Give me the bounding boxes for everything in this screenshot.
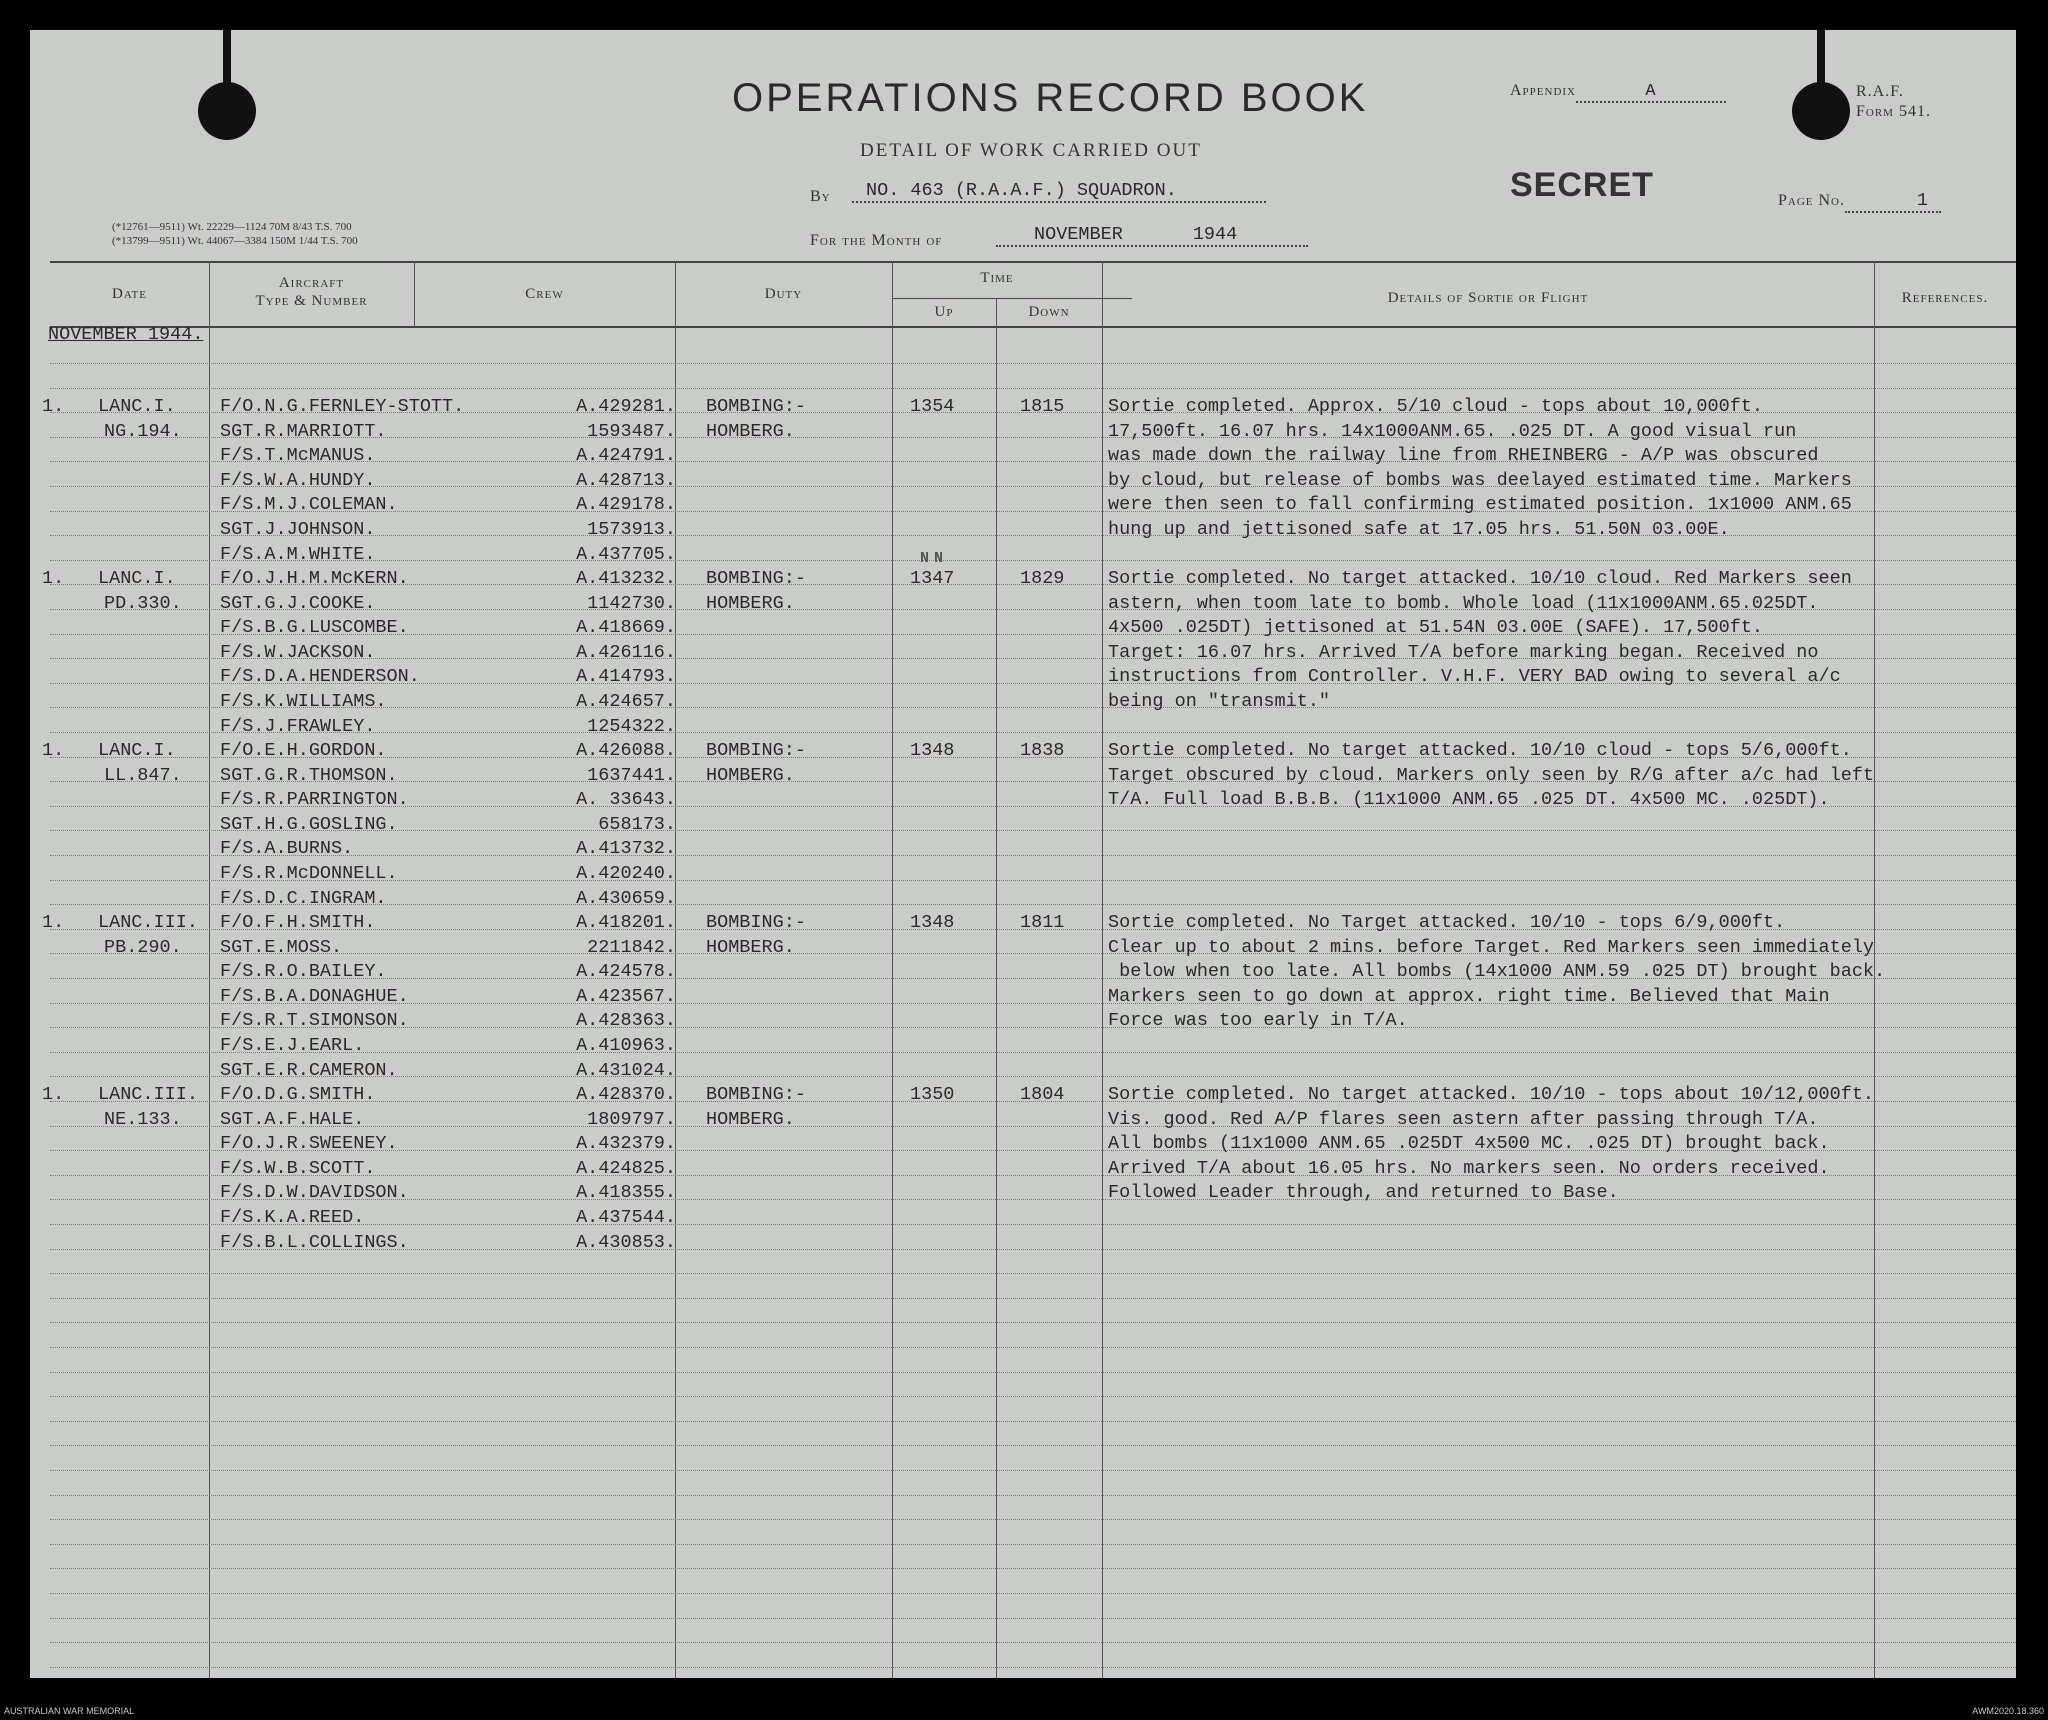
detail-line: Sortie completed. No target attacked. 10/10 cloud. Red Markers seen xyxy=(1108,568,1852,589)
crew-number: A.423567. xyxy=(576,985,676,1007)
crew-name: F/S.W.JACKSON. xyxy=(220,641,376,663)
aircraft-number: NE.133. xyxy=(104,1108,182,1130)
crew-name: F/O.N.G.FERNLEY-STOTT. xyxy=(220,396,465,417)
crew-name: F/S.K.A.REED. xyxy=(220,1207,365,1228)
month-heading: NOVEMBER 1944. xyxy=(48,324,204,345)
crew-name: F/S.D.W.DAVIDSON. xyxy=(220,1182,409,1204)
crew-name: SGT.J.JOHNSON. xyxy=(220,519,376,540)
appendix-value: A xyxy=(1645,82,1657,101)
column-time: Time xyxy=(980,270,1014,286)
page-title: OPERATIONS RECORD BOOK xyxy=(732,76,1369,120)
duty-line: HOMBERG. xyxy=(706,1108,795,1130)
table-top-rule xyxy=(50,261,2016,263)
detail-line: hung up and jettisoned safe at 17.05 hrs. 51.50N 03.00E. xyxy=(1108,519,1730,540)
ruled-line xyxy=(50,1642,2016,1643)
ruled-line xyxy=(50,1273,2016,1274)
detail-line: astern, when toom late to bomb. Whole load (11x1000ANM.65.025DT. xyxy=(1108,592,1819,614)
duty-line: BOMBING:- xyxy=(706,396,806,417)
appendix xyxy=(1510,82,1726,103)
detail-line: Sortie completed. No target attacked. 10/10 - tops about 10/12,000ft. xyxy=(1108,1084,1875,1105)
time-down: 1838 xyxy=(1020,740,1065,761)
ruled-line xyxy=(50,1298,2016,1299)
crew-name: SGT.E.R.CAMERON. xyxy=(220,1059,398,1081)
page-label: Page No. xyxy=(1778,192,1846,209)
crew-name: SGT.R.MARRIOTT. xyxy=(220,420,387,442)
year-value: 1944 xyxy=(1192,224,1238,245)
crew-name: F/S.D.C.INGRAM. xyxy=(220,887,387,909)
duty-line: BOMBING:- xyxy=(706,740,806,761)
detail-line: Followed Leader through, and returned to Base. xyxy=(1108,1182,1619,1204)
crew-number: 1593487. xyxy=(587,420,676,442)
crew-name: SGT.A.F.HALE. xyxy=(220,1108,365,1130)
ruled-line xyxy=(50,1544,2016,1545)
page-value: 1 xyxy=(1916,190,1930,211)
ruled-line xyxy=(50,1593,2016,1594)
detail-line: being on "transmit." xyxy=(1108,691,1331,712)
crew-name: F/O.D.G.SMITH. xyxy=(220,1084,376,1105)
crew-number: A.430659. xyxy=(576,887,676,909)
detail-line: Sortie completed. No Target attacked. 10/10 - tops 6/9,000ft. xyxy=(1108,912,1786,933)
crew-number: A.429281. xyxy=(576,396,676,417)
footer-reference: AWM2020.18.360 xyxy=(1972,1706,2044,1716)
crew-name: F/S.W.B.SCOTT. xyxy=(220,1157,376,1179)
column-date: Date xyxy=(112,286,147,302)
crew-number: A.432379. xyxy=(576,1133,676,1155)
duty-line: HOMBERG. xyxy=(706,936,795,958)
crew-number: A.418201. xyxy=(576,912,676,933)
detail-line: T/A. Full load B.B.B. (11x1000 ANM.65 .025 DT. 4x500 MC. .025DT). xyxy=(1108,789,1830,811)
crew-number: A.431024. xyxy=(576,1059,676,1081)
crew-name: F/S.A.M.WHITE. xyxy=(220,543,376,565)
detail-line: Vis. good. Red A/P flares seen astern after passing through T/A. xyxy=(1108,1108,1819,1130)
aircraft-number: LL.847. xyxy=(104,764,182,786)
duty-line: BOMBING:- xyxy=(706,1084,806,1105)
ruled-line xyxy=(50,1396,2016,1397)
ruled-line xyxy=(50,1470,2016,1471)
ruled-line xyxy=(50,388,2016,389)
appendix-label: Appendix xyxy=(1510,82,1577,99)
crew-number: A.428363. xyxy=(576,1010,676,1032)
crew-name: F/O.J.H.M.McKERN. xyxy=(220,568,409,589)
detail-line: Sortie completed. Approx. 5/10 cloud - tops about 10,000ft. xyxy=(1108,396,1764,417)
crew-number: A.424791. xyxy=(576,445,676,467)
crew-number: 1809797. xyxy=(587,1108,676,1130)
aircraft-type: LANC.I. xyxy=(98,740,176,761)
detail-line: Markers seen to go down at approx. right time. Believed that Main xyxy=(1108,985,1830,1007)
crew-name: F/S.J.FRAWLEY. xyxy=(220,715,376,737)
entry-date: 1. xyxy=(42,912,65,933)
crew-number: 1573913. xyxy=(587,519,676,540)
crew-name: F/S.M.J.COLEMAN. xyxy=(220,494,398,516)
crew-number: A.426088. xyxy=(576,740,676,761)
time-up: 1350 xyxy=(910,1084,955,1105)
detail-line: Clear up to about 2 mins. before Target. Red Markers seen immediately xyxy=(1108,936,1875,958)
crew-number: 2211842. xyxy=(587,936,676,958)
crew-name: F/S.R.PARRINGTON. xyxy=(220,789,409,811)
crew-number: A.426116. xyxy=(576,641,676,663)
column-crew: Crew xyxy=(525,286,564,302)
duty-line: BOMBING:- xyxy=(706,912,806,933)
crew-number: A.418355. xyxy=(576,1182,676,1204)
time-down: 1815 xyxy=(1020,396,1065,417)
column-up: Up xyxy=(934,304,954,320)
detail-line: Arrived T/A about 16.05 hrs. No markers seen. No orders received. xyxy=(1108,1157,1830,1179)
crew-number: A.413232. xyxy=(576,568,676,589)
crew-name: F/S.B.G.LUSCOMBE. xyxy=(220,617,409,639)
aircraft-number: PB.290. xyxy=(104,936,182,958)
ruled-line xyxy=(50,1667,2016,1668)
aircraft-type: LANC.III. xyxy=(98,912,198,933)
crew-number: A.424825. xyxy=(576,1157,676,1179)
ink-stamp: N N xyxy=(920,550,942,567)
crew-name: F/S.B.L.COLLINGS. xyxy=(220,1231,409,1253)
crew-number: A.410963. xyxy=(576,1035,676,1056)
aircraft-type: LANC.I. xyxy=(98,396,176,417)
crew-name: F/S.R.O.BAILEY. xyxy=(220,961,387,983)
crew-number: A.413732. xyxy=(576,838,676,860)
crew-name: F/O.F.H.SMITH. xyxy=(220,912,376,933)
form-number xyxy=(1856,82,1931,122)
ruled-line xyxy=(50,1568,2016,1569)
form-line-1: R.A.F. xyxy=(1856,83,1904,100)
column-details: Details of Sortie or Flight xyxy=(1387,290,1589,306)
detail-line: Sortie completed. No target attacked. 10/10 cloud - tops 5/6,000ft. xyxy=(1108,740,1852,761)
crew-number: A.429178. xyxy=(576,494,676,516)
crew-number: A.424657. xyxy=(576,691,676,712)
binder-hole-right xyxy=(1792,82,1850,140)
secret-stamp: SECRET xyxy=(1510,166,1654,204)
time-divider xyxy=(892,298,1132,299)
crew-name: SGT.G.R.THOMSON. xyxy=(220,764,398,786)
crew-number: A.418669. xyxy=(576,617,676,639)
by-label: By xyxy=(810,188,831,205)
crew-name: F/S.T.McMANUS. xyxy=(220,445,376,467)
column-references: References. xyxy=(1901,290,1989,306)
crew-name: SGT.G.J.COOKE. xyxy=(220,592,376,614)
aircraft-type: LANC.I. xyxy=(98,568,176,589)
entry-date: 1. xyxy=(42,740,65,761)
detail-line: Target: 16.07 hrs. Arrived T/A before marking began. Received no xyxy=(1108,641,1819,663)
crew-number: A.414793. xyxy=(576,666,676,688)
crew-name: F/S.E.J.EARL. xyxy=(220,1035,365,1056)
duty-line: BOMBING:- xyxy=(706,568,806,589)
crew-name: F/S.K.WILLIAMS. xyxy=(220,691,387,712)
month-field xyxy=(996,224,1308,247)
time-up: 1354 xyxy=(910,396,955,417)
entry-date: 1. xyxy=(42,568,65,589)
crew-name: F/S.B.A.DONAGHUE. xyxy=(220,985,409,1007)
ruled-line xyxy=(50,1519,2016,1520)
ruled-line xyxy=(50,1421,2016,1422)
record-sheet xyxy=(30,30,2016,1678)
detail-line: 17,500ft. 16.07 hrs. 14x1000ANM.65. .025 DT. A good visual run xyxy=(1108,420,1797,442)
header-bottom-rule xyxy=(50,326,2016,328)
crew-name: F/O.J.R.SWEENEY. xyxy=(220,1133,398,1155)
aircraft-number: NG.194. xyxy=(104,420,182,442)
detail-line: 4x500 .025DT) jettisoned at 51.54N 03.00E (SAFE). 17,500ft. xyxy=(1108,617,1764,639)
crew-number: A.420240. xyxy=(576,863,676,884)
form-line-2: Form 541. xyxy=(1856,103,1931,120)
duty-line: HOMBERG. xyxy=(706,764,795,786)
entry-date: 1. xyxy=(42,1084,65,1105)
crew-number: 658173. xyxy=(598,813,676,835)
crew-number: A.428713. xyxy=(576,469,676,491)
ruled-line xyxy=(50,1347,2016,1348)
by-field xyxy=(852,180,1266,203)
detail-line: Force was too early in T/A. xyxy=(1108,1010,1408,1032)
time-down: 1829 xyxy=(1020,568,1065,589)
crew-name: SGT.H.G.GOSLING. xyxy=(220,813,398,835)
ruled-line xyxy=(50,1445,2016,1446)
detail-line: below when too late. All bombs (14x1000 ANM.59 .025 DT) brought back. xyxy=(1108,961,1886,983)
time-down: 1811 xyxy=(1020,912,1065,933)
crew-number: 1142730. xyxy=(587,592,676,614)
page-subtitle: DETAIL OF WORK CARRIED OUT xyxy=(860,140,1202,161)
crew-number: 1254322. xyxy=(587,715,676,737)
detail-line: instructions from Controller. V.H.F. VERY BAD owing to several a/c xyxy=(1108,666,1841,688)
aircraft-number: PD.330. xyxy=(104,592,182,614)
crew-name: F/S.R.T.SIMONSON. xyxy=(220,1010,409,1032)
binder-hole-left xyxy=(198,82,256,140)
crew-name: F/S.W.A.HUNDY. xyxy=(220,469,376,491)
crew-name: F/S.D.A.HENDERSON. xyxy=(220,666,420,688)
ruled-line xyxy=(50,1495,2016,1496)
time-up: 1348 xyxy=(910,912,955,933)
duty-line: HOMBERG. xyxy=(706,592,795,614)
detail-line: by cloud, but release of bombs was deelayed estimated time. Markers xyxy=(1108,469,1852,491)
entry-date: 1. xyxy=(42,396,65,417)
detail-line: were then seen to fall confirming estimated position. 1x1000 ANM.65 xyxy=(1108,494,1852,516)
print-codes: (*12761—9511) Wt. 22229—1124 70M 8/43 T.S. 700 (*13799—9511) Wt. 44067—3384 150M 1/44 T.S. 700 xyxy=(112,221,358,247)
ruled-line xyxy=(50,363,2016,364)
crew-number: A.437544. xyxy=(576,1207,676,1228)
time-down: 1804 xyxy=(1020,1084,1065,1105)
detail-line: All bombs (11x1000 ANM.65 .025DT 4x500 MC. .025 DT) brought back. xyxy=(1108,1133,1830,1155)
crew-name: F/O.E.H.GORDON. xyxy=(220,740,387,761)
crew-number: 1637441. xyxy=(587,764,676,786)
duty-line: HOMBERG. xyxy=(706,420,795,442)
column-aircraft: Aircraft Type & Number xyxy=(255,275,368,309)
time-up: 1348 xyxy=(910,740,955,761)
crew-number: A.430853. xyxy=(576,1231,676,1253)
month-value: NOVEMBER xyxy=(1034,224,1123,245)
squadron-value: NO. 463 (R.A.A.F.) SQUADRON. xyxy=(866,180,1177,201)
ruled-line xyxy=(50,1322,2016,1323)
page-number xyxy=(1778,190,1941,213)
ruled-line xyxy=(50,1372,2016,1373)
detail-line: was made down the railway line from RHEINBERG - A/P was obscured xyxy=(1108,445,1819,467)
crew-number: A. 33643. xyxy=(576,789,676,811)
footer-credit: AUSTRALIAN WAR MEMORIAL xyxy=(4,1706,135,1716)
crew-name: SGT.E.MOSS. xyxy=(220,936,343,958)
detail-line: Target obscured by cloud. Markers only seen by R/G after a/c had left xyxy=(1108,764,1875,786)
crew-number: A.428370. xyxy=(576,1084,676,1105)
aircraft-type: LANC.III. xyxy=(98,1084,198,1105)
crew-name: F/S.A.BURNS. xyxy=(220,838,354,860)
month-label: For the Month of xyxy=(810,232,943,249)
column-down: Down xyxy=(1028,304,1070,320)
time-up: 1347 xyxy=(910,568,955,589)
crew-number: A.424578. xyxy=(576,961,676,983)
column-duty: Duty xyxy=(764,286,803,302)
ruled-line xyxy=(50,1618,2016,1619)
crew-name: F/S.R.McDONNELL. xyxy=(220,863,398,884)
crew-number: A.437705. xyxy=(576,543,676,565)
